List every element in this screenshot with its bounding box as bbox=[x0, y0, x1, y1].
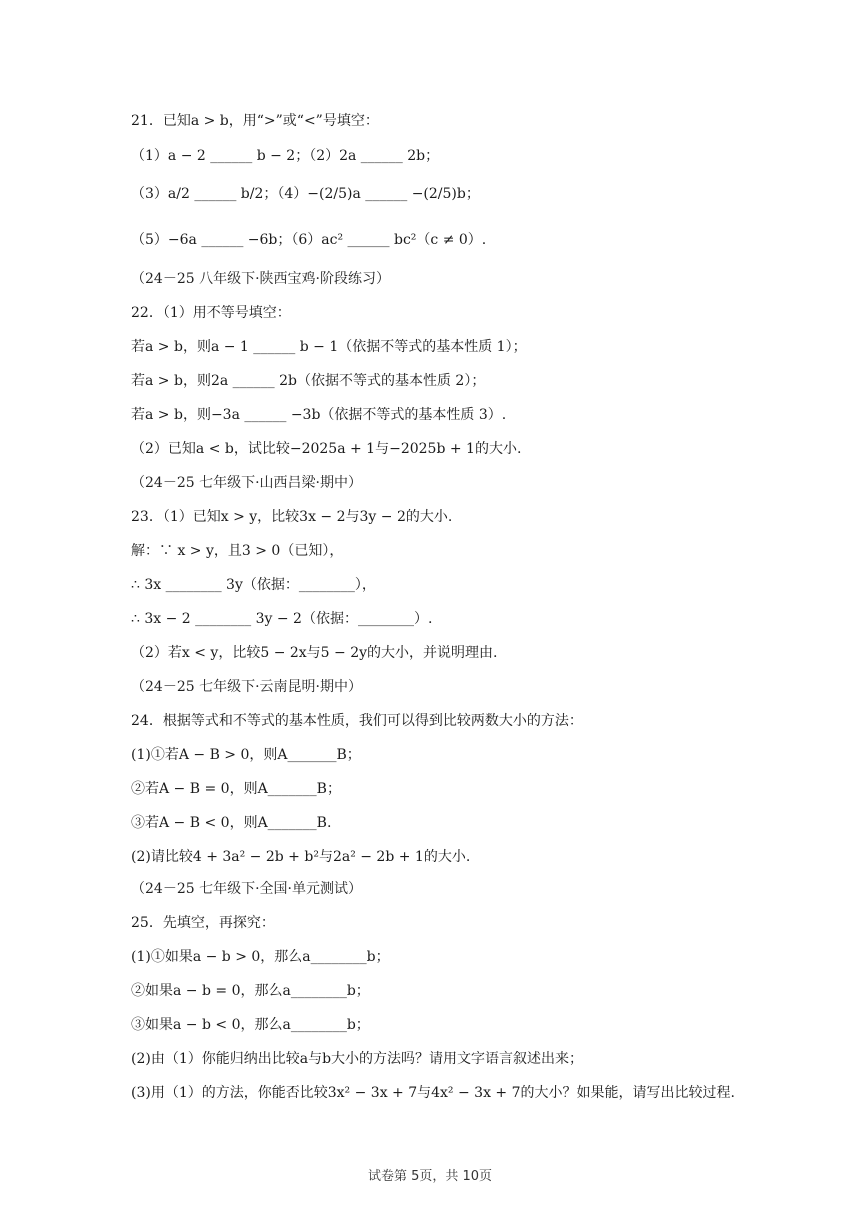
q21-part-3-4: （3）a/2 ______ b/2；（4）−(2/5)a ______ −(2/5)b； bbox=[131, 186, 480, 202]
q23-solution-1: 解：∵ x > y，且3 > 0（已知）， bbox=[131, 543, 344, 559]
page-footer: 试卷第 5页，共 10页 bbox=[367, 1169, 493, 1184]
q24-source: （24－25 七年级下·全国·单元测试） bbox=[131, 881, 362, 897]
q25-part-3: (3)用（1）的方法，你能否比较3x² − 3x + 7与4x² − 3x + 7的大小？如果能，请写出比较过程. bbox=[131, 1085, 735, 1101]
q25-part-1a: (1)①如果a − b > 0，那么a________b； bbox=[131, 949, 390, 965]
q24-part-1c: ③若A − B < 0，则A_______B. bbox=[131, 815, 332, 831]
q21-part-5-6: （5）−6a ______ −6b；（6）ac² ______ bc²（c ≠ 0）. bbox=[131, 232, 487, 248]
q22-source: （24－25 七年级下·山西吕梁·期中） bbox=[131, 475, 362, 491]
q21-part-1-2: （1）a − 2 ______ b − 2；（2）2a ______ 2b； bbox=[131, 148, 440, 164]
q25-part-2: (2)由（1）你能归纳出比较a与b大小的方法吗？请用文字语言叙述出来； bbox=[131, 1051, 584, 1067]
q24-part-2: (2)请比较4 + 3a² − 2b + b²与2a² − 2b + 1的大小. bbox=[131, 849, 471, 865]
q23-solution-2: ∴ 3x ________ 3y（依据：________）， bbox=[131, 577, 376, 593]
q25-part-1c: ③如果a − b < 0，那么a________b； bbox=[131, 1017, 370, 1033]
q23-source: （24－25 七年级下·云南昆明·期中） bbox=[131, 679, 362, 695]
q23-title: 23．（1）已知x > y，比较3x − 2与3y − 2的大小. bbox=[131, 509, 453, 525]
q22-line-2: 若a > b，则2a ______ 2b（依据不等式的基本性质 2）； bbox=[131, 373, 486, 389]
q25-title: 25．先填空，再探究： bbox=[131, 915, 275, 931]
q24-title: 24．根据等式和不等式的基本性质，我们可以得到比较两数大小的方法： bbox=[131, 713, 583, 729]
q23-part-2: （2）若x < y，比较5 − 2x与5 − 2y的大小，并说明理由. bbox=[131, 645, 498, 661]
q22-line-1: 若a > b，则a − 1 ______ b − 1（依据不等式的基本性质 1）； bbox=[131, 339, 527, 355]
q22-line-3: 若a > b，则−3a ______ −3b（依据不等式的基本性质 3）. bbox=[131, 407, 507, 423]
q22-title: 22．（1）用不等号填空： bbox=[131, 305, 291, 321]
q21-source: （24－25 八年级下·陕西宝鸡·阶段练习） bbox=[131, 271, 390, 287]
q23-solution-3: ∴ 3x − 2 ________ 3y − 2（依据：________）. bbox=[131, 611, 433, 627]
q24-part-1a: (1)①若A − B > 0，则A_______B； bbox=[131, 747, 361, 763]
q24-part-1b: ②若A − B = 0，则A_______B； bbox=[131, 781, 341, 797]
q22-part-2: （2）已知a < b，试比较−2025a + 1与−2025b + 1的大小. bbox=[131, 441, 522, 457]
q21-title: 21．已知a > b，用“>”或“<”号填空： bbox=[131, 113, 379, 129]
q25-part-1b: ②如果a − b = 0，那么a________b； bbox=[131, 983, 370, 999]
